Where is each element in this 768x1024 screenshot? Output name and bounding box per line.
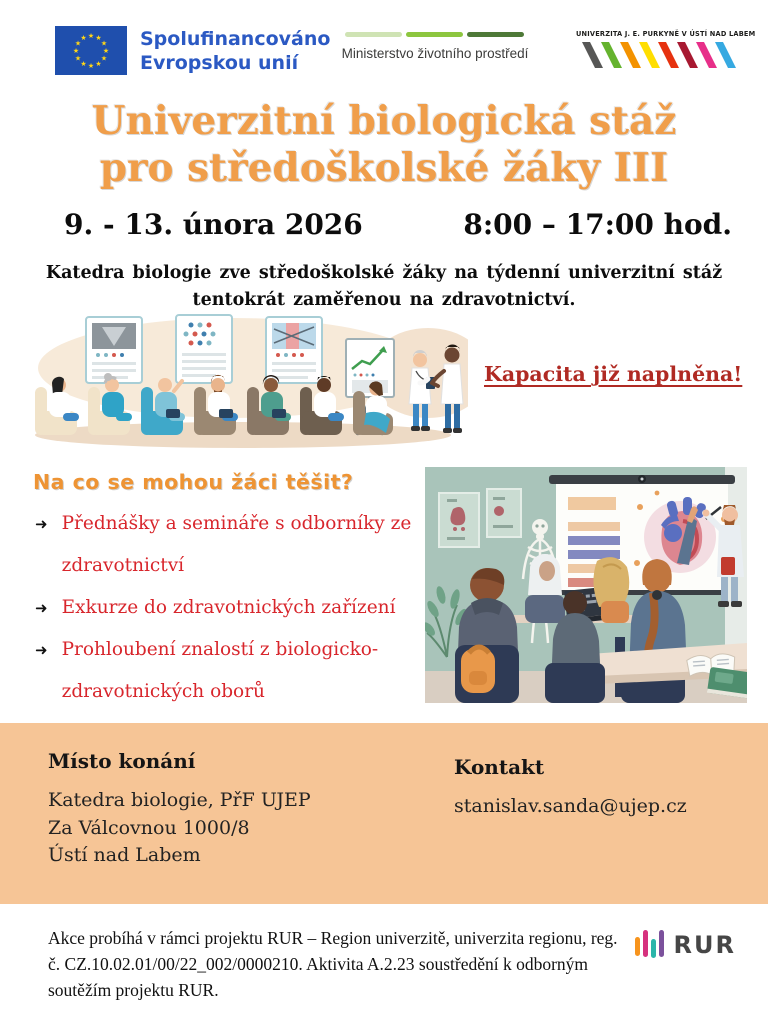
svg-text:★: ★: [95, 60, 102, 68]
classroom-illustration: [425, 467, 747, 703]
venue-heading: Místo konání: [48, 749, 196, 773]
svg-text:★: ★: [74, 54, 82, 63]
svg-text:★: ★: [87, 32, 95, 40]
venue-line: Katedra biologie, PřF UJEP: [48, 789, 311, 811]
intro-paragraph: Katedra biologie zve středoškolské žáky na týdenní univerzitní stáž tentokrát zaměřenou na zdravotnictví.: [45, 263, 723, 310]
svg-text:★: ★: [72, 47, 80, 55]
poster-title-line1: Univerzitní biologická stáž: [91, 98, 677, 144]
list-item-text: Přednášky a semináře s odborníky ze zdravotnictví: [61, 513, 412, 576]
arrow-bullet-icon: ➜: [35, 641, 48, 659]
svg-text:★: ★: [95, 34, 102, 42]
arrow-bullet-icon: ➜: [35, 599, 48, 617]
eu-logo-line1: Spolufinancováno: [140, 28, 331, 50]
poster-title: [0, 98, 768, 192]
contact-email[interactable]: stanislav.sanda@ujep.cz: [454, 795, 687, 817]
university-logo: [576, 30, 756, 74]
contact-heading: Kontakt: [454, 755, 545, 779]
info-band: [0, 723, 768, 904]
contact-block: [454, 755, 687, 821]
eu-flag-icon: [54, 26, 128, 76]
eu-logo-line2: Evropskou unií: [140, 52, 299, 74]
ministry-label: Ministerstvo životního prostředí: [341, 46, 529, 61]
expectations-heading: Na co se mohou žáci těšit?: [33, 470, 354, 494]
capacity-notice: Kapacita již naplněna!: [484, 362, 743, 386]
eu-cofunded-logo: [54, 26, 330, 76]
svg-text:★: ★: [100, 39, 108, 48]
logo-row: [0, 24, 768, 94]
venue-block: [48, 749, 311, 870]
rur-logo: [635, 928, 736, 962]
event-dates: 9. - 13. února 2026: [64, 208, 363, 241]
expectations-list: [35, 503, 435, 755]
svg-text:★: ★: [80, 34, 87, 42]
svg-text:★: ★: [102, 47, 110, 55]
list-item-text: Exkurze do zdravotnických zařízení: [61, 597, 396, 618]
rur-logo-text: RUR: [673, 931, 736, 959]
list-item: [35, 629, 435, 713]
eu-logo-text: [140, 27, 330, 75]
list-item-text: Prohloubení znalostí z biologicko-zdravotnických oborů: [61, 639, 379, 702]
poster-title-line2: pro středoškolské žáky III: [99, 145, 669, 191]
project-note: Akce probíhá v rámci projektu RUR – Region univerzitě, univerzita regionu, reg. č. CZ.10.02.01/00/22_002/0000210. Aktivita A.2.23 soustředění k odborným soutěžím projektu RUR.: [48, 928, 618, 1000]
arrow-bullet-icon: ➜: [35, 515, 48, 533]
ministry-logo: [340, 32, 530, 61]
svg-text:★: ★: [80, 60, 87, 68]
venue-line: Za Válcovnou 1000/8: [48, 816, 250, 839]
ministry-bars-icon: [345, 32, 525, 38]
list-item: [35, 503, 435, 587]
university-slashes-icon: [582, 42, 740, 70]
list-item: [35, 587, 435, 629]
rur-bars-icon: [635, 928, 665, 962]
svg-text:★: ★: [100, 54, 108, 63]
svg-text:★: ★: [74, 39, 82, 48]
university-label: UNIVERZITA J. E. PURKYNĚ V ÚSTÍ NAD LABEM: [576, 30, 756, 38]
lecture-illustration: [28, 313, 468, 448]
svg-text:★: ★: [87, 62, 95, 70]
venue-line: Ústí nad Labem: [48, 844, 201, 866]
event-time: 8:00 – 17:00 hod.: [463, 208, 732, 241]
